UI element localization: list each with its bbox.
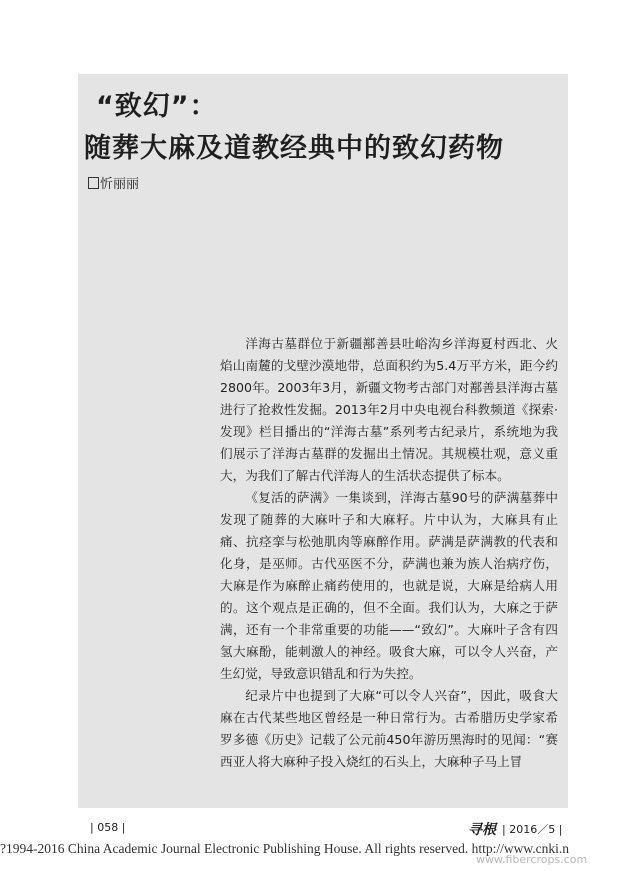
watermark: www.fibercrops.com (476, 853, 588, 866)
author-box-icon (88, 177, 99, 189)
journal-info (468, 819, 562, 839)
paragraph: 《复活的萨满》一集谈到，洋海古墓90号的萨满墓葬中发现了随葬的大麻叶子和大麻籽。片中认为，大麻具有止痛、抗痉挛与松弛肌肉等麻醉作用。萨满是萨满教的代表和化身，是巫师。古代巫医不分，萨满也兼为族人治病疗伤，大麻是作为麻醉止痛药使用的，也就是说，大麻是给病人用的。这个观点是正确的，但不全面。我们认为，大麻之于萨满，还有一个非常重要的功能——“致幻”。大麻叶子含有四氢大麻酚，能刺激人的神经。吸食大麻，可以令人兴奋，产生幻觉，导致意识错乱和行为失控。 (220, 490, 558, 681)
paragraph: 洋海古墓群位于新疆鄯善县吐峪沟乡洋海夏村西北、火焰山南麓的戈壁沙漠地带，总面积约为5.4万平方米，距今约2800年。2003年3月，新疆文物考古部门对鄯善县洋海古墓进行了抢救性发掘。2013年2月中央电视台科教频道《探索·发现》栏目播出的“洋海古墓”系列考古纪录片，系统地为我们展示了洋海古墓群的发掘出土情况。其规模壮观，意义重大，为我们了解古代洋海人的生活状态提供了标本。 (220, 336, 558, 483)
article-title-line2: 随葬大麻及道教经典中的致幻药物 (84, 133, 504, 164)
article-title-line1: “致幻”： (96, 91, 218, 122)
issue-number: | 2016／5 | (502, 823, 563, 836)
copyright-line: ?1994-2016 China Academic Journal Electronic Publishing House. All rights reserved. http://www.cnki.n (0, 841, 570, 856)
paragraph: 纪录片中也提到了大麻“可以令人兴奋”，因此，吸食大麻在古代某些地区曾经是一种日常行为。古希腊历史学家希罗多德《历史》记载了公元前450年游历黑海时的见闻：“赛西亚人将大麻种子投入烧红的石头上，大麻种子马上冒 (220, 688, 558, 769)
author-name: 忻丽丽 (100, 177, 140, 192)
author-line (88, 173, 139, 192)
page-number: | 058 | (90, 821, 126, 834)
journal-logo: 寻根 (468, 822, 496, 838)
article-body (220, 333, 558, 773)
page-footer (0, 818, 618, 838)
